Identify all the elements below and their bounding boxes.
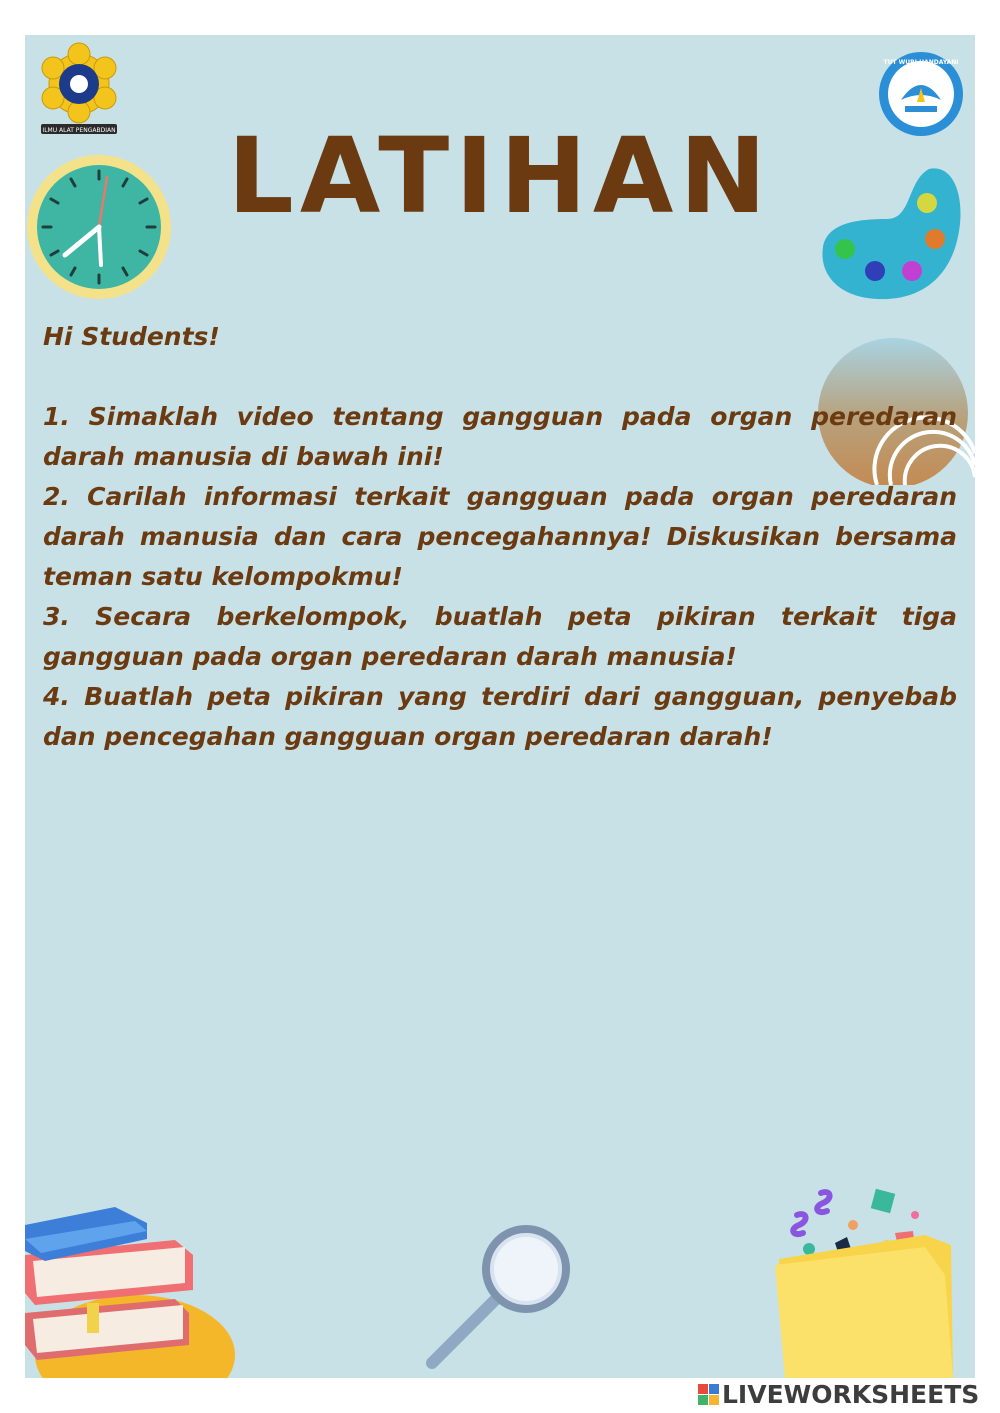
page-title: LATIHAN bbox=[227, 114, 773, 237]
instruction-item-3: 3. Secara berkelompok, buatlah peta pikiran terkait tiga gangguan pada organ peredaran darah manusia! bbox=[43, 602, 957, 671]
greeting: Hi Students! bbox=[43, 322, 220, 351]
worksheet-page bbox=[25, 35, 975, 1378]
paint-palette-icon bbox=[817, 161, 967, 306]
instruction-item-2: 2. Carilah informasi terkait gangguan pada organ peredaran darah manusia dan cara pencegahannya! Diskusikan bersama teman satu kelompokmu! bbox=[43, 482, 957, 591]
brand-label: LIVEWORKSHEETS bbox=[722, 1379, 980, 1409]
tut-wuri-text: TUT WURI HANDAYANI bbox=[883, 59, 959, 66]
instructions-block bbox=[43, 317, 957, 757]
brand-logo-icon bbox=[698, 1384, 719, 1405]
clock-icon bbox=[25, 153, 173, 301]
liveworksheets-brand bbox=[698, 1379, 979, 1409]
folder-icon bbox=[775, 1185, 965, 1378]
university-motto: ILMU ALAT PENGABDIAN bbox=[42, 127, 116, 134]
instruction-item-1: 1. Simaklah video tentang gangguan pada organ peredaran darah manusia di bawah ini! bbox=[43, 402, 957, 471]
books-icon bbox=[25, 1195, 240, 1378]
magnifier-icon bbox=[420, 1215, 580, 1375]
instruction-item-4: 4. Buatlah peta pikiran yang terdiri dari gangguan, penyebab dan pencegahan gangguan organ peredaran darah! bbox=[43, 682, 957, 751]
